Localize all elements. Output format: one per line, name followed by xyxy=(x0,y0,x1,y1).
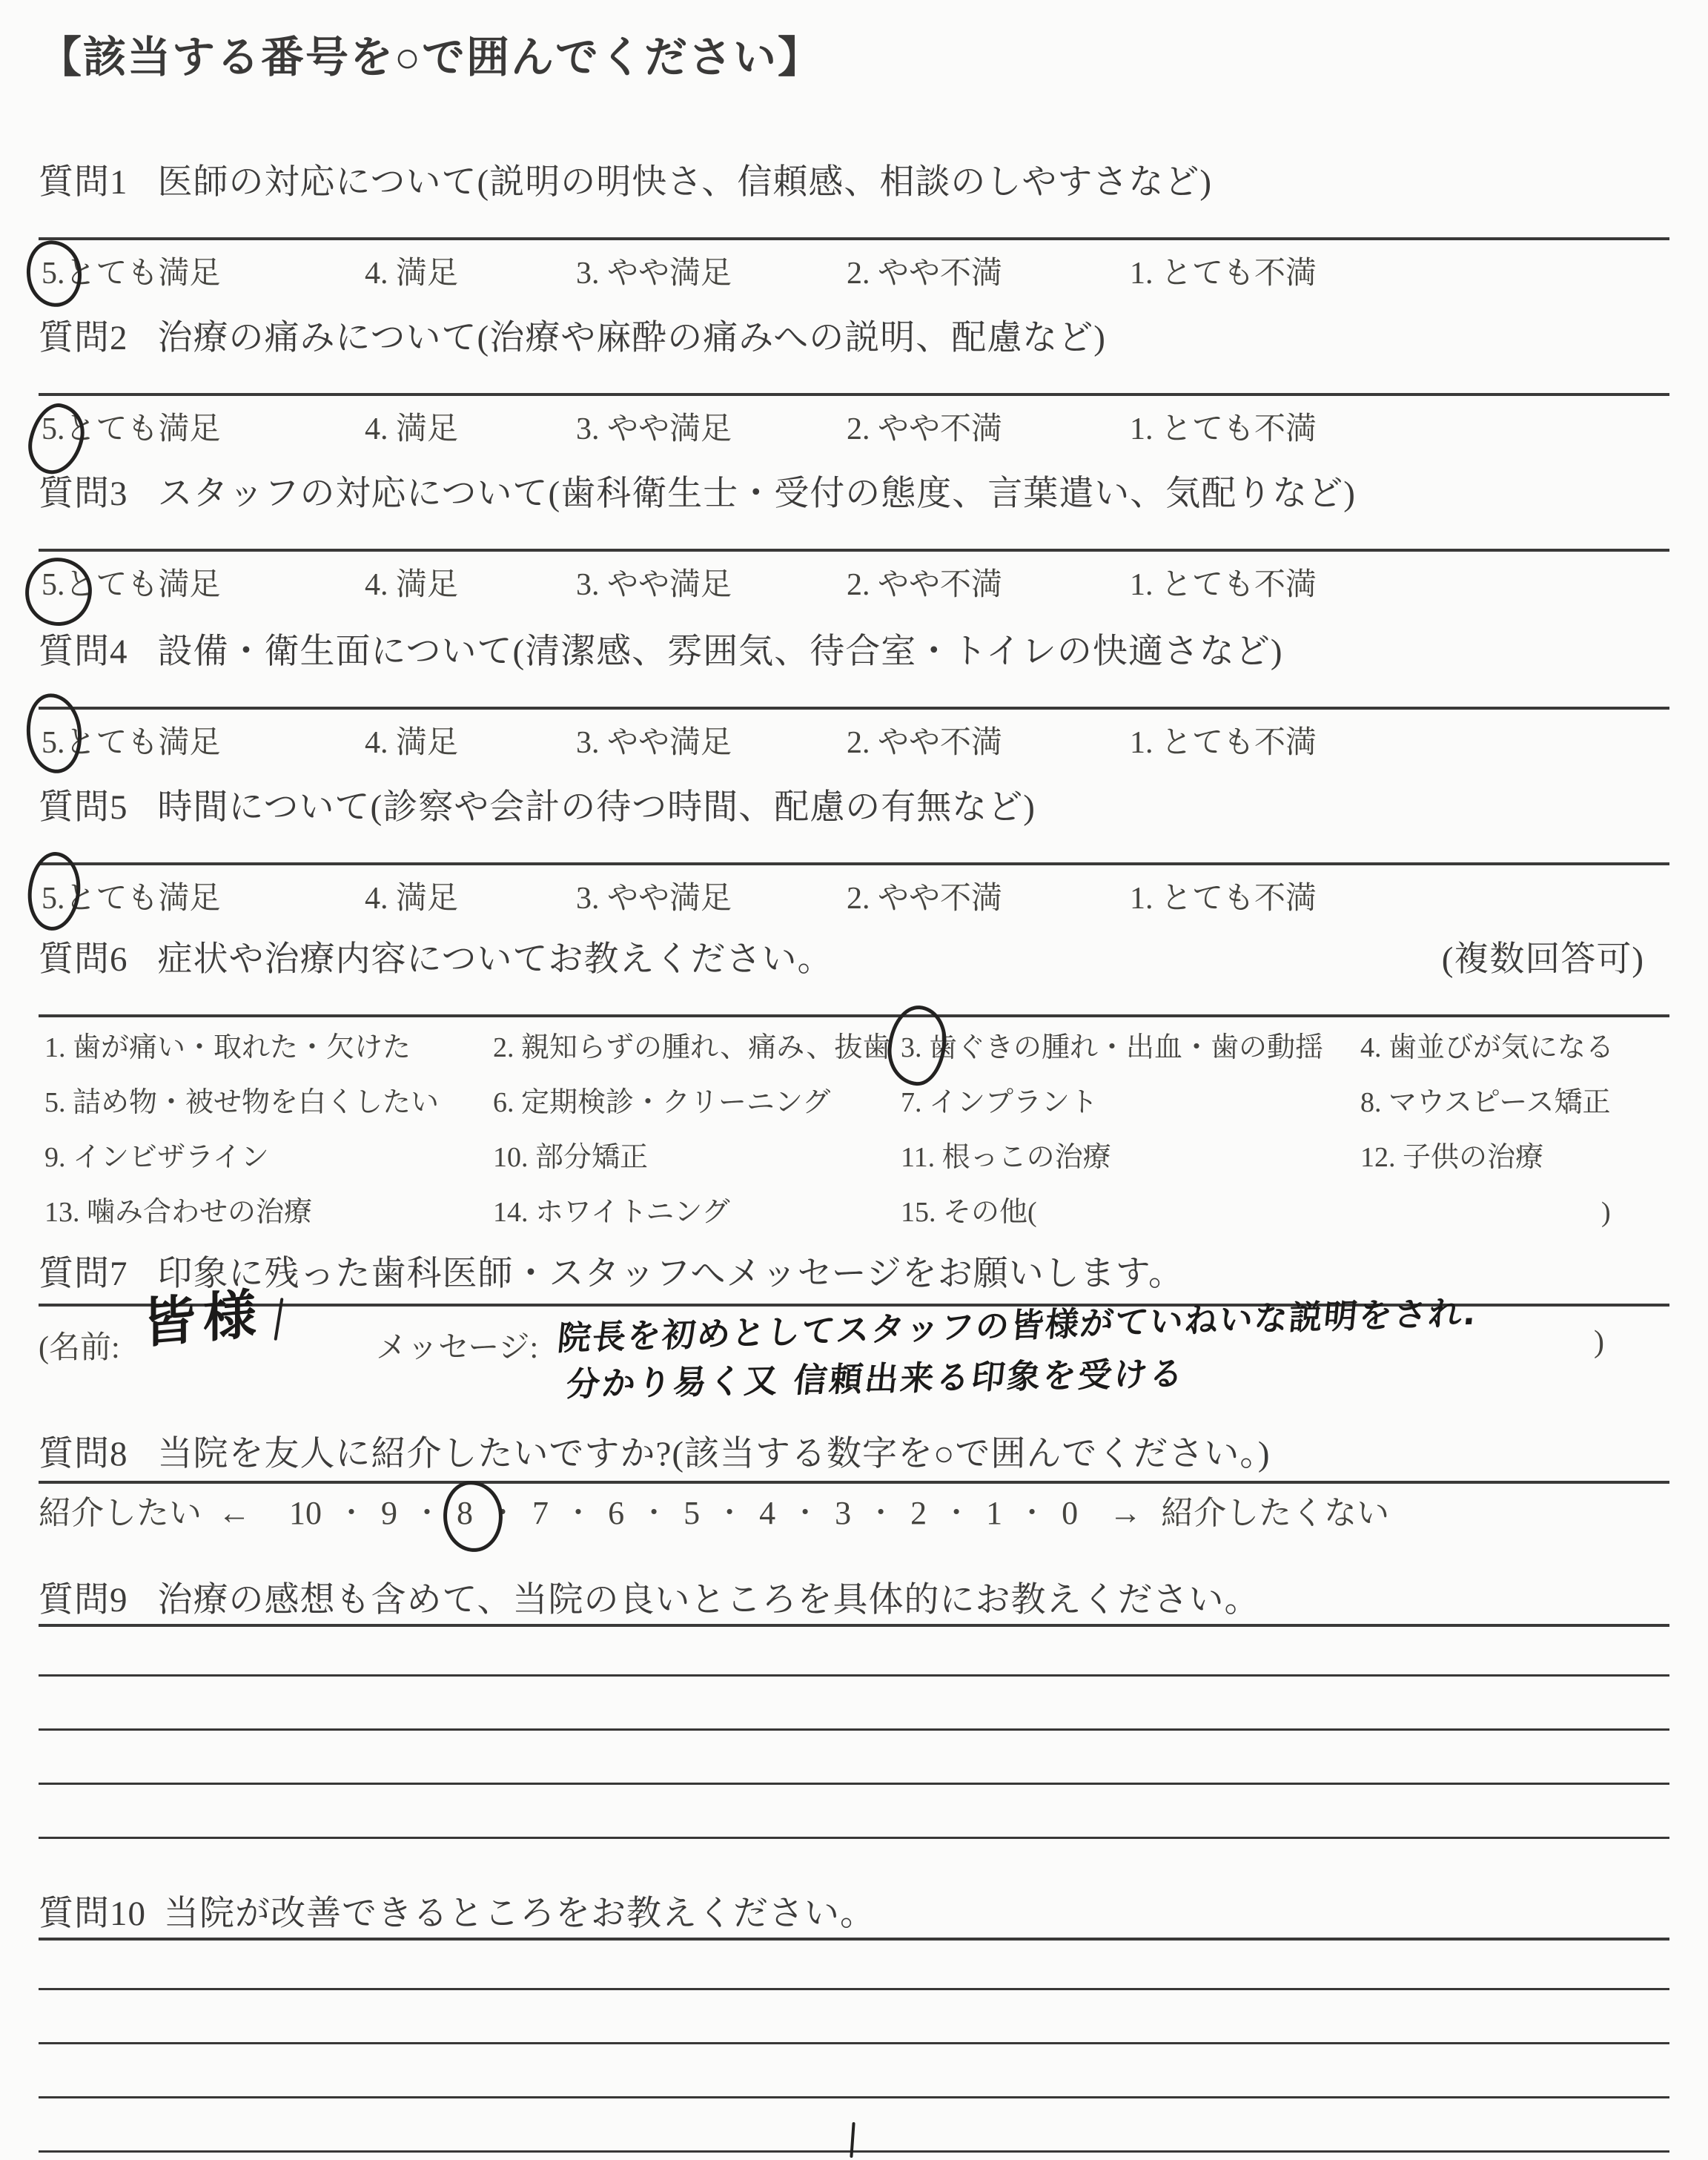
option-child-treatment: 12. 子供の治療 xyxy=(1360,1142,1544,1173)
question-6-block xyxy=(39,939,1669,1249)
option-somewhat-satisfied: 3. やや満足 xyxy=(576,882,732,916)
option-very-satisfied: 5.とても満足 xyxy=(42,726,221,760)
scale-number-8: 8 xyxy=(457,1495,474,1531)
option-satisfied: 4. 満足 xyxy=(365,882,459,916)
scale-number-6: 6 xyxy=(608,1495,625,1531)
option-bite-treatment: 13. 噛み合わせの治療 xyxy=(44,1197,313,1228)
message-field-label: メッセージ: xyxy=(376,1331,539,1365)
question-6-label: 質問6 xyxy=(39,940,128,979)
question-10-block xyxy=(39,1895,1669,2153)
name-field-label: (名前: xyxy=(39,1331,120,1365)
option-satisfied: 4. 満足 xyxy=(365,726,459,760)
question-6-multi-answer-note: (複数回答可) xyxy=(1441,940,1644,979)
question-6-row-4 xyxy=(39,1194,1669,1249)
option-somewhat-dissatisfied: 2. やや不満 xyxy=(847,882,1003,916)
answer-line xyxy=(39,1785,1669,1839)
left-arrow: ← xyxy=(218,1495,251,1531)
scale-number-10: 10 xyxy=(289,1495,322,1531)
scale-right-label: 紹介したくない xyxy=(1161,1495,1390,1531)
question-6-title xyxy=(39,939,1669,980)
option-very-satisfied: 5.とても満足 xyxy=(42,882,221,916)
dot-separator: ・ xyxy=(489,1498,517,1529)
separator-line xyxy=(39,707,1669,710)
option-other-close-paren: ) xyxy=(1601,1197,1611,1228)
question-10-label: 質問10 xyxy=(39,1895,146,1933)
dot-separator: ・ xyxy=(640,1498,669,1529)
answer-line xyxy=(39,1990,1669,2044)
question-5-text: 時間について(診察や会計の待つ時間、配慮の有無など) xyxy=(157,788,1036,827)
question-5-block xyxy=(39,787,1669,929)
question-3-label: 質問3 xyxy=(39,475,128,513)
question-4-label: 質問4 xyxy=(39,633,128,671)
question-4-title xyxy=(39,631,1669,673)
answer-line xyxy=(39,1677,1669,1731)
question-6-row-3 xyxy=(39,1139,1669,1194)
option-toothache: 1. 歯が痛い・取れた・欠けた xyxy=(44,1032,411,1063)
nps-scale-row xyxy=(39,1493,1669,1534)
question-3-block xyxy=(39,473,1669,615)
dot-separator: ・ xyxy=(564,1498,593,1529)
question-2-title xyxy=(39,317,1669,359)
option-checkup-cleaning: 6. 定期検診・クリーニング xyxy=(493,1087,831,1118)
option-satisfied: 4. 満足 xyxy=(365,412,459,446)
option-partial-ortho: 10. 部分矯正 xyxy=(493,1142,649,1173)
question-1-options xyxy=(39,252,1669,304)
scale-left-label: 紹介したい xyxy=(39,1495,202,1531)
question-1-text: 医師の対応について(説明の明快さ、信頼感、相談のしやすさなど) xyxy=(157,163,1212,202)
option-satisfied: 4. 満足 xyxy=(365,568,459,602)
scale-number-0: 0 xyxy=(1062,1495,1079,1531)
scale-number-1: 1 xyxy=(986,1495,1003,1531)
option-implant: 7. インプラント xyxy=(901,1087,1099,1118)
question-3-title xyxy=(39,473,1669,515)
question-2-label: 質問2 xyxy=(39,319,128,357)
option-very-satisfied: 5.とても満足 xyxy=(42,412,221,446)
option-somewhat-satisfied: 3. やや満足 xyxy=(576,568,732,602)
question-2-text: 治療の痛みについて(治療や麻酔の痛みへの説明、配慮など) xyxy=(157,319,1106,357)
question-6-row-1 xyxy=(39,1029,1669,1084)
dot-separator: ・ xyxy=(715,1498,744,1529)
option-gum-swelling: 3. 歯ぐきの腫れ・出血・歯の動揺 xyxy=(901,1032,1324,1063)
question-6-options xyxy=(39,1029,1669,1249)
separator-line xyxy=(39,862,1669,865)
scale-number-8-selected xyxy=(457,1493,473,1534)
question-2-options xyxy=(39,408,1669,460)
question-9-label: 質問9 xyxy=(39,1581,128,1619)
question-9-text: 治療の感想も含めて、当院の良いところを具体的にお教えください。 xyxy=(157,1581,1260,1619)
scale-number-4: 4 xyxy=(759,1495,776,1531)
right-arrow: → xyxy=(1109,1495,1142,1531)
separator-line xyxy=(39,1481,1669,1484)
question-8-block xyxy=(39,1435,1669,1534)
question-4-options xyxy=(39,721,1669,773)
option-wisdom-tooth: 2. 親知らずの腫れ、痛み、抜歯 xyxy=(493,1032,891,1063)
option-somewhat-dissatisfied: 2. やや不満 xyxy=(847,257,1003,291)
question-7-block xyxy=(39,1255,1669,1458)
question-4-text: 設備・衛生面について(清潔感、雰囲気、待合室・トイレの快適さなど) xyxy=(157,633,1283,671)
scale-number-7: 7 xyxy=(532,1495,549,1531)
option-somewhat-satisfied: 3. やや満足 xyxy=(576,257,732,291)
question-7-text: 印象に残った歯科医師・スタッフへメッセージをお願いします。 xyxy=(157,1255,1184,1293)
option-somewhat-dissatisfied: 2. やや不満 xyxy=(847,412,1003,446)
option-other: 15. その他( xyxy=(901,1197,1037,1228)
option-invisalign: 9. インビザライン xyxy=(44,1142,269,1173)
scale-number-5: 5 xyxy=(683,1495,701,1531)
question-1-label: 質問1 xyxy=(39,163,128,202)
dot-separator: ・ xyxy=(413,1498,442,1529)
option-somewhat-satisfied: 3. やや満足 xyxy=(576,412,732,446)
option-somewhat-dissatisfied: 2. やや不満 xyxy=(847,726,1003,760)
question-5-label: 質問5 xyxy=(39,788,128,827)
question-8-text: 当院を友人に紹介したいですか?(該当する数字を○で囲んでください。) xyxy=(157,1435,1271,1473)
question-10-title xyxy=(39,1895,1669,1933)
answer-line xyxy=(39,1731,1669,1785)
question-5-title xyxy=(39,787,1669,828)
question-9-block xyxy=(39,1581,1669,1839)
dot-separator: ・ xyxy=(867,1498,896,1529)
question-10-text: 当院が改善できるところをお教えください。 xyxy=(164,1895,875,1933)
question-2-block xyxy=(39,317,1669,460)
option-somewhat-dissatisfied: 2. やや不満 xyxy=(847,568,1003,602)
handwritten-circle-q8-8 xyxy=(440,1478,506,1555)
option-very-satisfied: 5.とても満足 xyxy=(42,568,221,602)
question-9-title xyxy=(39,1581,1669,1619)
separator-line xyxy=(39,393,1669,396)
answer-line xyxy=(39,1627,1669,1677)
option-whitening: 14. ホワイトニング xyxy=(493,1197,730,1228)
question-3-text: スタッフの対応について(歯科衛生士・受付の態度、言葉遣い、気配りなど) xyxy=(157,475,1356,513)
scale-number-9: 9 xyxy=(381,1495,398,1531)
answer-line xyxy=(39,2044,1669,2098)
handwritten-message-line-2: 分かり易く又 信頼出来る印象を受ける xyxy=(564,1353,1188,1404)
handwritten-name-value: 皆様 xyxy=(142,1281,264,1355)
answer-line xyxy=(39,1941,1669,1990)
scale-number-3: 3 xyxy=(835,1495,852,1531)
option-whitening-fillings: 5. 詰め物・被せ物を白くしたい xyxy=(44,1087,440,1118)
option-mouthpiece-ortho: 8. マウスピース矯正 xyxy=(1360,1087,1611,1118)
separator-line xyxy=(39,1014,1669,1017)
option-root-treatment: 11. 根っこの治療 xyxy=(901,1142,1111,1173)
option-very-satisfied: 5.とても満足 xyxy=(42,257,221,291)
question-3-options xyxy=(39,564,1669,615)
option-somewhat-satisfied: 3. やや満足 xyxy=(576,726,732,760)
option-very-dissatisfied: 1. とても不満 xyxy=(1130,257,1317,291)
question-1-block xyxy=(39,162,1669,304)
option-satisfied: 4. 満足 xyxy=(365,257,459,291)
option-very-dissatisfied: 1. とても不満 xyxy=(1130,568,1317,602)
question-5-options xyxy=(39,877,1669,929)
page-title: 【該当する番号を○で囲んでください】 xyxy=(39,33,823,82)
separator-line xyxy=(39,237,1669,240)
option-teeth-alignment: 4. 歯並びが気になる xyxy=(1360,1032,1615,1063)
separator-line xyxy=(39,549,1669,552)
option-very-dissatisfied: 1. とても不満 xyxy=(1130,882,1317,916)
dot-separator: ・ xyxy=(791,1498,820,1529)
question-4-block xyxy=(39,631,1669,773)
scale-number-2: 2 xyxy=(910,1495,927,1531)
question-6-row-2 xyxy=(39,1084,1669,1139)
question-8-title xyxy=(39,1435,1669,1473)
dot-separator: ・ xyxy=(1018,1498,1047,1529)
question-6-text: 症状や治療内容についてお教えください。 xyxy=(157,940,833,979)
option-very-dissatisfied: 1. とても不満 xyxy=(1130,412,1317,446)
question-7-label: 質問7 xyxy=(39,1255,128,1293)
dot-separator: ・ xyxy=(337,1498,366,1529)
option-very-dissatisfied: 1. とても不満 xyxy=(1130,726,1317,760)
handwritten-message-line-1: 院長を初めとしてスタッフの皆様がていねいな説明をされ. xyxy=(555,1292,1480,1358)
question-1-title xyxy=(39,162,1669,203)
question-7-title xyxy=(39,1255,1669,1293)
handwritten-circle-q1-5 xyxy=(21,236,87,311)
question-8-label: 質問8 xyxy=(39,1435,128,1473)
dot-separator: ・ xyxy=(942,1498,971,1529)
close-paren: ) xyxy=(1594,1325,1604,1359)
